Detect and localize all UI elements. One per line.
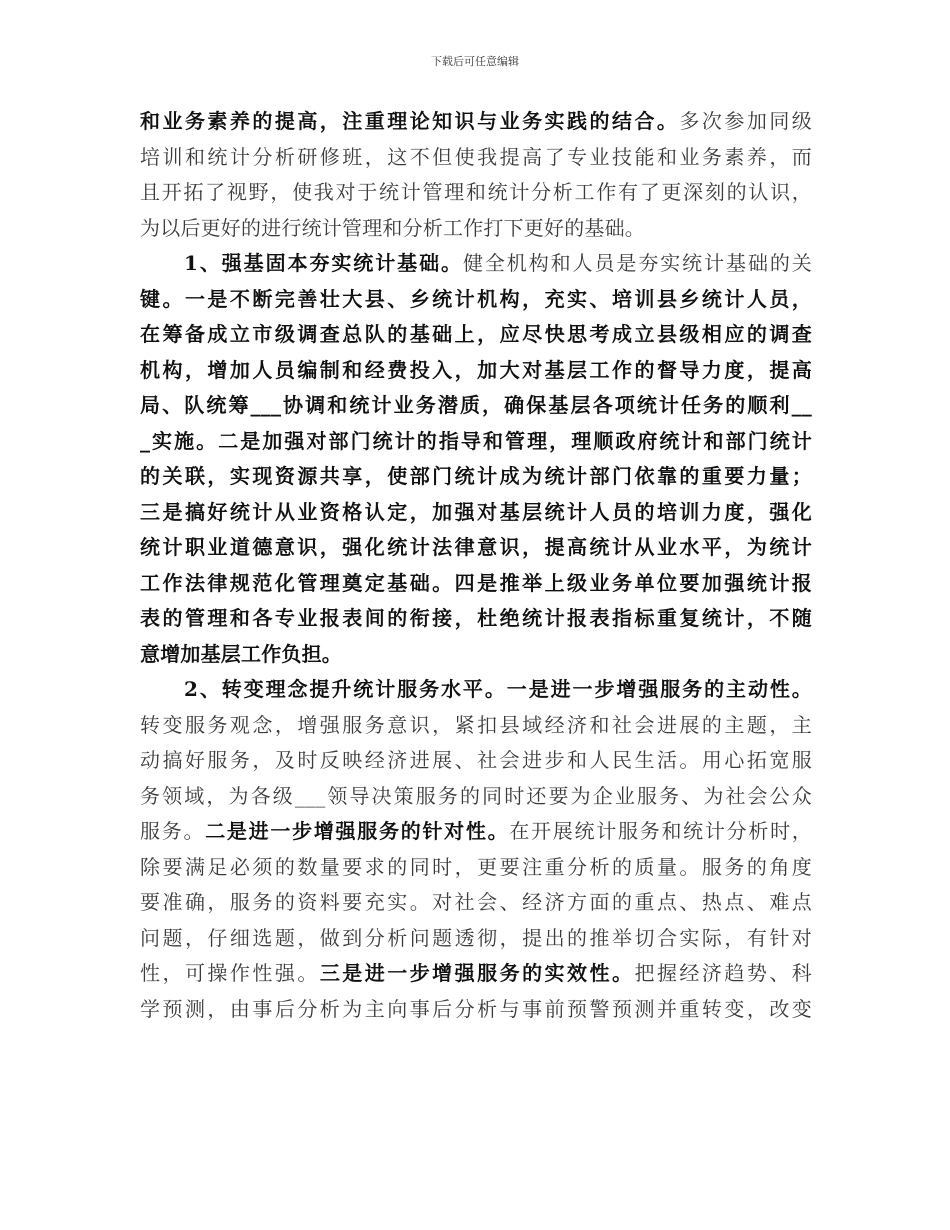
- text-line: [140, 637, 812, 673]
- text-line: [140, 779, 812, 815]
- text-segment: 转变服务观念，增强服务意识，紧扣县域经济和社会进展的主题，主: [140, 712, 812, 737]
- text-line: [140, 708, 812, 744]
- text-segment: 除要满足必须的数量要求的同时，更要注重分析的质量。服务的角度: [140, 854, 812, 879]
- page-header: [0, 53, 950, 69]
- bold-text-segment: 机构，增加人员编制和经费投入，加大对基层工作的督导力度，提高: [140, 357, 812, 382]
- bold-text-segment: 三是搞好统计从业资格认定，加强对基层统计人员的培训力度，强化: [140, 499, 812, 524]
- text-line: [140, 672, 812, 708]
- bold-text-segment: 在筹备成立市级调查总队的基础上，应尽快思考成立县级相应的调查: [140, 322, 812, 346]
- text-line: [140, 353, 812, 389]
- text-line: [140, 850, 812, 886]
- text-line: [140, 211, 812, 247]
- text-segment: 在开展统计服务和统计分析时，: [509, 819, 812, 843]
- text-line: [140, 495, 812, 531]
- text-line: [140, 459, 812, 495]
- text-segment: 性，可操作性强。: [140, 961, 320, 985]
- bold-text-segment: 1、强基固本夯实统计基础。: [184, 251, 463, 275]
- text-line: [140, 282, 812, 318]
- bold-text-segment: _实施。二是加强对部门统计的指导和管理，理顺政府统计和部门统计: [140, 428, 812, 453]
- bold-text-segment: 键。一是不断完善壮大县、乡统计机构，充实、培训县乡统计人员，: [140, 286, 812, 311]
- text-line: [140, 317, 812, 353]
- bold-text-segment: 和业务素养的提高，注重理论知识与业务实践的结合。: [140, 109, 680, 133]
- text-line: [140, 566, 812, 602]
- text-segment: 服务。: [140, 819, 206, 843]
- text-line: [140, 921, 812, 957]
- text-segment: 问题，仔细选题，做到分析问题透彻，提出的推举切合实际，有针对: [140, 925, 812, 950]
- text-line: [140, 424, 812, 460]
- text-segment: 把握经济趋势、科: [634, 961, 812, 985]
- text-line: [140, 175, 812, 211]
- text-segment: 学预测，由事后分析为主向事后分析与事前预警预测并重转变，改变: [140, 996, 812, 1021]
- text-segment: 健全机构和人员是夯实统计基础的关: [462, 251, 812, 275]
- document-body: [140, 104, 812, 1027]
- text-line: [140, 388, 812, 424]
- bold-text-segment: 的关联，实现资源共享，使部门统计成为统计部门依靠的重要力量；: [140, 464, 812, 488]
- bold-text-segment: 统计职业道德意识，强化统计法律意识，提高统计从业水平，为统计: [140, 535, 812, 559]
- text-segment: 动搞好服务，及时反映经济进展、社会进步和人民生活。用心拓宽服: [140, 748, 812, 772]
- text-line: [140, 956, 812, 992]
- text-segment: 务领域，为各级___领导决策服务的同时还要为企业服务、为社会公众: [140, 783, 812, 808]
- bold-text-segment: 2、转变理念提升统计服务水平。一是进一步增强服务的主动性。: [184, 677, 812, 701]
- text-line: [140, 885, 812, 921]
- text-segment: 多次参加同级: [679, 109, 812, 133]
- bold-text-segment: 表的管理和各专业报表间的衔接，杜绝统计报表指标重复统计，不随: [140, 606, 812, 630]
- text-segment: 为以后更好的进行统计管理和分析工作打下更好的基础。: [140, 215, 645, 240]
- text-segment: 培训和统计分析研修班，这不但使我提高了专业技能和业务素养，而: [140, 144, 812, 169]
- text-line: [140, 743, 812, 779]
- bold-text-segment: 三是进一步增强服务的实效性。: [319, 961, 635, 985]
- text-segment: 且开拓了视野，使我对于统计管理和统计分析工作有了更深刻的认识，: [140, 180, 812, 204]
- text-line: [140, 601, 812, 637]
- bold-text-segment: 二是进一步增强服务的针对性。: [205, 819, 510, 843]
- text-line: [140, 140, 812, 176]
- text-line: [140, 992, 812, 1028]
- bold-text-segment: 意增加基层工作负担。: [140, 641, 342, 666]
- bold-text-segment: 工作法律规范化管理奠定基础。四是推举上级业务单位要加强统计报: [140, 570, 812, 595]
- text-segment: 要准确，服务的资料要充实。对社会、经济方面的重点、热点、难点: [140, 890, 812, 914]
- text-line: [140, 530, 812, 566]
- header-text: 下载后可任意编辑: [431, 55, 519, 68]
- text-line: [140, 814, 812, 850]
- bold-text-segment: 局、队统筹___协调和统计业务潜质，确保基层各项统计任务的顺利__: [140, 393, 812, 417]
- text-line: [140, 246, 812, 282]
- text-line: [140, 104, 812, 140]
